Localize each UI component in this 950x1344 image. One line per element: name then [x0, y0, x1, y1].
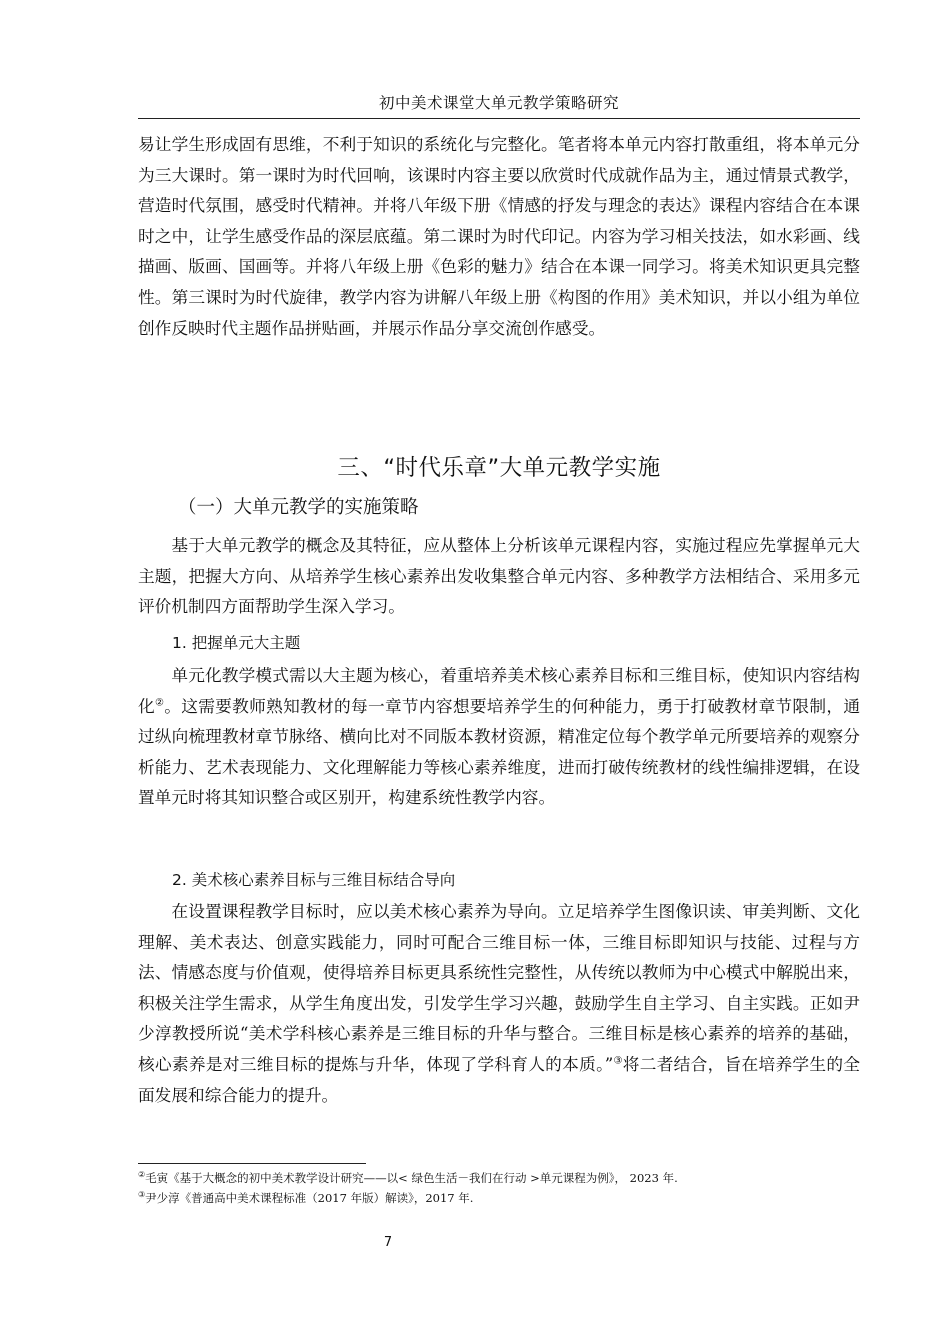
- paragraph-item-2: [138, 896, 860, 1110]
- footnote-3-marker: ③: [138, 1190, 146, 1200]
- footnote-2: [138, 1170, 860, 1186]
- paragraph-item-2-text-a: 在设置课程教学目标时，应以美术核心素养为导向。立足培养学生图像识读、审美判断、文化理解、美术表达、创意实践能力，同时可配合三维目标一体，三维目标即知识与技能、过程与方法、情感态度与价值观，使得培养目标更具系统性完整性，从传统以教师为中心模式中解脱出来，积极关注学生需求，从学生角度出发，引发学生学习兴趣，鼓励学生自主学习、自主实践。正如尹少淳教授所说“美术学科核心素养是三维目标的升华与整合。三维目标是核心素养的培养的基础，核心素养是对三维目标的提炼与升华，体现了学科育人的本质。”: [138, 901, 860, 1074]
- paragraph-item-1: [138, 660, 860, 813]
- paragraph-item-1-text-a: 单元化教学模式需以大主题为核心，着重培养美术核心素养目标和三维目标，使知识内容结构化: [138, 665, 860, 716]
- page-number: 7: [383, 1235, 393, 1250]
- paragraph-intro: 基于大单元教学的概念及其特征，应从整体上分析该单元课程内容，实施过程应先掌握单元大主题，把握大方向、从培养学生核心素养出发收集整合单元内容、多种教学方法相结合、采用多元评价机制四方面帮助学生深入学习。: [138, 535, 860, 617]
- footnote-rule: [138, 1163, 366, 1164]
- running-header: 初中美术课堂大单元教学策略研究: [378, 94, 619, 112]
- footnote-3: [138, 1190, 860, 1206]
- item-heading-2: 2. 美术核心素养目标与三维目标结合导向: [172, 871, 456, 889]
- paragraph-item-2-text-b: 将二者结合，旨在培养学生的全面发展和综合能力的提升。: [138, 1053, 861, 1105]
- item-heading-1: 1. 把握单元大主题: [172, 634, 301, 652]
- section-title: 三、“时代乐章”大单元教学实施: [337, 455, 661, 481]
- header-rule: [138, 118, 860, 119]
- paragraph-item-1-text-b: 。这需要教师熟知教材的每一章节内容想要培养学生的何种能力，勇于打破教材章节限制，通过纵向梳理教材章节脉络、横向比对不同版本教材资源，精准定位每个教学单元所要培养的观察分析能力、艺术表现能力、文化理解能力等核心素养维度，进而打破传统教材的线性编排逻辑，在设置单元时将其知识整合或区别开，构建系统性教学内容。: [138, 695, 861, 808]
- footnote-3-text: 尹少淳《普通高中美术课程标准（2017 年版）解读》，2017 年.: [145, 1191, 474, 1205]
- paragraph-continuation: 易让学生形成固有思维，不利于知识的系统化与完整化。笔者将本单元内容打散重组，将本单元分为三大课时。第一课时为时代回响，该课时内容主要以欣赏时代成就作品为主，通过情景式教学，营造时代氛围，感受时代精神。并将八年级下册《情感的抒发与理念的表达》课程内容结合在本课时之中，让学生感受作品的深层底蕴。第二课时为时代印记。内容为学习相关技法，如水彩画、线描画、版画、国画等。并将八年级上册《色彩的魅力》结合在本课一同学习。将美术知识更具完整性。第三课时为时代旋律，教学内容为讲解八年级上册《构图的作用》美术知识，并以小组为单位创作反映时代主题作品拼贴画，并展示作品分享交流创作感受。: [138, 134, 860, 338]
- subsection-title: （一）大单元教学的实施策略: [178, 497, 419, 518]
- footnote-2-text: 毛寅《基于大概念的初中美术教学设计研究——以< 绿色生活－我们在行动 >单元课程为例》， 2023 年.: [145, 1171, 678, 1185]
- footnote-ref-2: ②: [154, 697, 165, 709]
- footnote-ref-3: ③: [613, 1055, 623, 1067]
- footnote-2-marker: ②: [138, 1170, 146, 1180]
